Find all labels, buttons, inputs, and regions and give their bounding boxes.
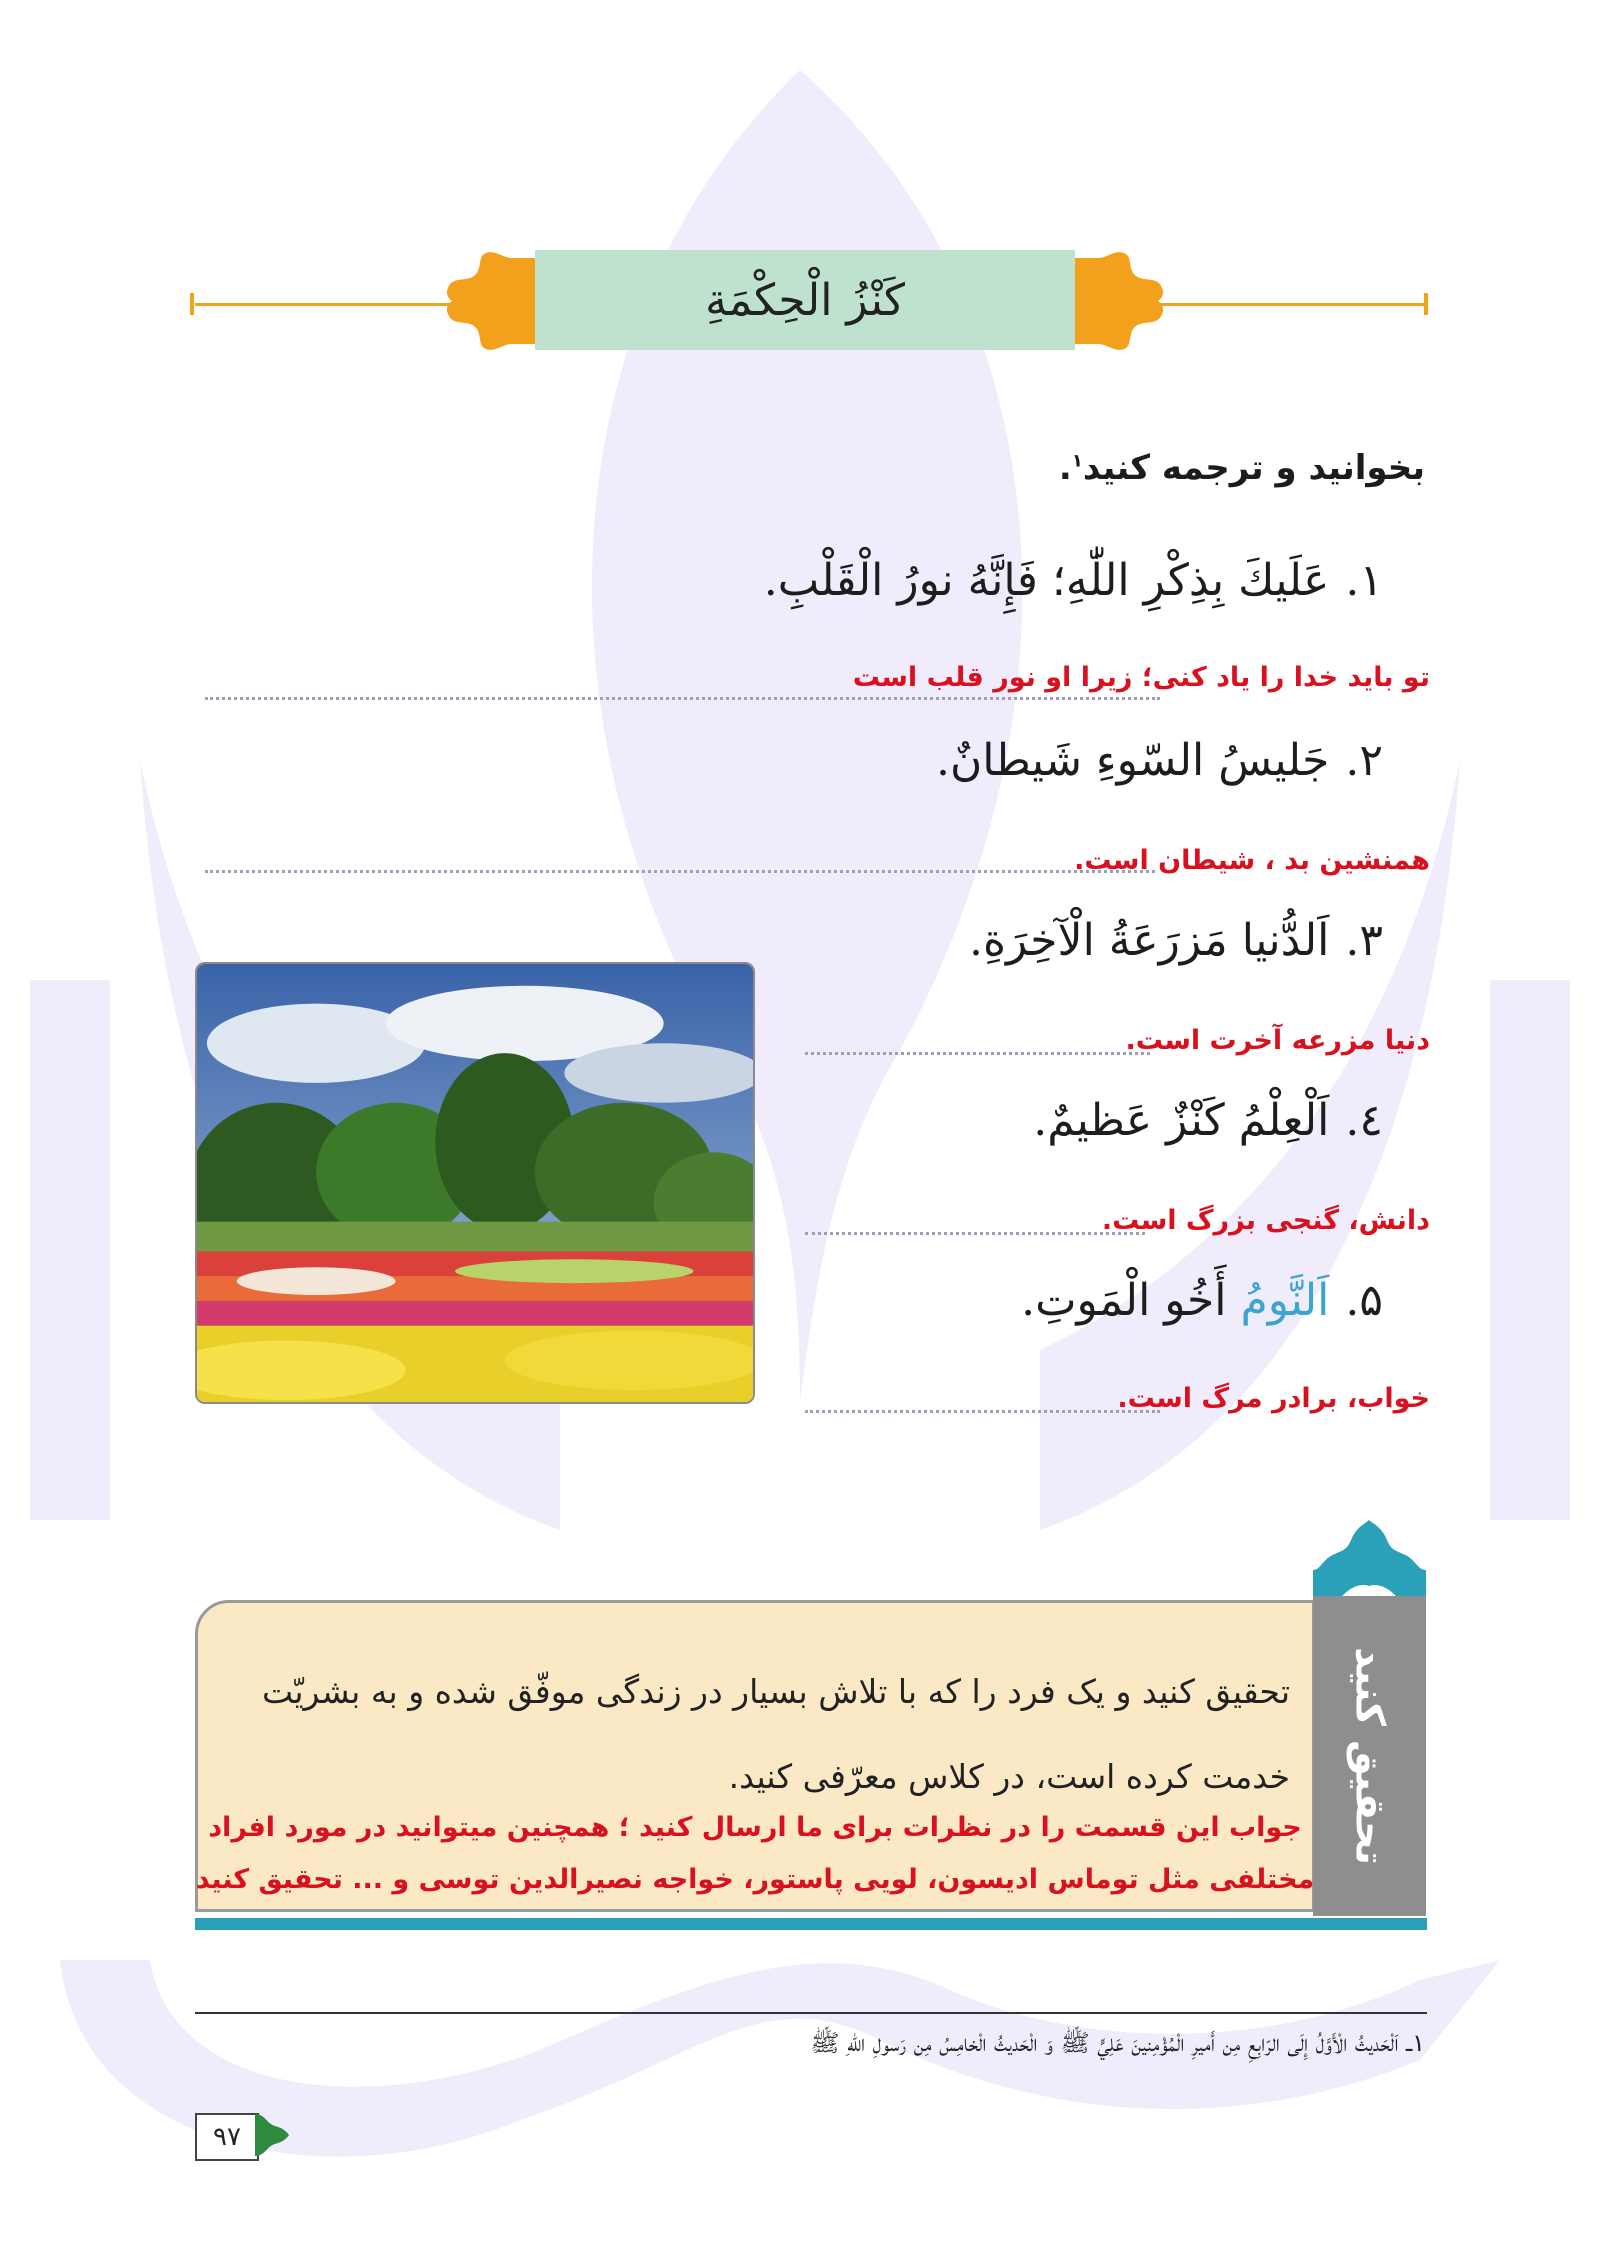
page-number: ۹۷ [195,2113,259,2161]
page-number-ornament [255,2110,295,2160]
flower-field-photo [195,962,755,1404]
hadith-text: أَخُو الْمَوتِ. [1021,1275,1227,1326]
hadith-number: ٤. [1345,1095,1383,1146]
answer-4: دانش، گنجی بزرگ است. [1101,1205,1430,1236]
hadith-3 [969,915,1383,966]
hadith-number: ۳. [1345,915,1383,966]
hadith-text: جَلیسُ السّوءِ شَیطانٌ. [936,735,1330,786]
hadith-4 [1033,1095,1383,1146]
page-title: كَنْزُ الْحِكْمَةِ [535,250,1075,350]
research-text-line-1: تحقیق کنید و یک فرد را که با تلاش بسیار در زندگی موفّق شده و به بشریّت [261,1672,1290,1711]
answer-3: دنیا مزرعه آخرت است. [1125,1025,1430,1056]
research-answer-line-1: جواب این قسمت را در نظرات برای ما ارسال کنید ؛ همچنین میتوانید در مورد افراد [208,1812,1302,1843]
instruction-heading: بخوانید و ترجمه کنید$^۱$. [1058,448,1425,488]
answer-line-2 [205,870,1155,873]
answer-1: تو باید خدا را یاد کنی؛ زیرا او نور قلب است [852,662,1430,693]
hadith-text: اَلدُّنیا مَزرَعَةُ الْآخِرَةِ. [968,915,1330,966]
title-rule-left [195,303,455,306]
title-rule-cap-right [1424,293,1428,315]
title-rule-cap-left [190,293,194,315]
hadith-2 [936,735,1383,786]
answer-line-1 [205,697,1160,700]
answer-line-3 [805,1052,1150,1055]
title-rule-right [1155,303,1425,306]
hadith-text: عَلَیكَ بِذِكْرِ اللّٰهِ؛ فَإِنَّهُ نورُ الْقَلْبِ. [763,555,1330,606]
title-ornament-left [432,248,547,354]
hadith-highlight: اَلنَّومُ [1240,1275,1330,1326]
hadith-1 [764,555,1383,606]
instruction-text: بخوانید و ترجمه کنید [1082,448,1425,488]
answer-line-4 [805,1232,1145,1235]
hadith-number: ۱. [1345,555,1383,606]
research-tab-label: تحقیق کنید [1346,1647,1393,1865]
hadith-number: ۵. [1345,1275,1383,1326]
footnote-rule [195,2012,1427,2014]
hadith-5 [1021,1275,1383,1326]
footnote-mark: ۱ [1071,450,1083,472]
footnote: ١ــ اَلْحَدیثُ الْأَوَّلُ إِلَى الرّابِعِ مِن أَمیرِ الْمُؤْمِنینَ عَلِيٍّ ﷺ وَ الْحَدیثُ الْخامِسُ مِن رَسولِ اللّٰهِ ﷺ [810,2029,1425,2057]
answer-2: همنشین بد ، شیطان است. [1074,845,1430,876]
hadith-text: اَلْعِلْمُ كَنْزٌ عَظیمٌ. [1033,1095,1330,1146]
answer-line-5 [805,1410,1160,1413]
research-text-line-2: خدمت کرده است، در کلاس معرّفی کنید. [728,1757,1290,1796]
section-divider [195,1918,1427,1930]
hadith-number: ۲. [1345,735,1383,786]
title-ornament-right [1063,248,1178,354]
research-tab [1313,1596,1426,1916]
answer-5: خواب، برادر مرگ است. [1117,1383,1430,1414]
research-answer-line-2: مختلفی مثل توماس ادیسون، لویی پاستور، خواجه نصیرالدین توسی و ... تحقیق کنید [195,1864,1315,1895]
